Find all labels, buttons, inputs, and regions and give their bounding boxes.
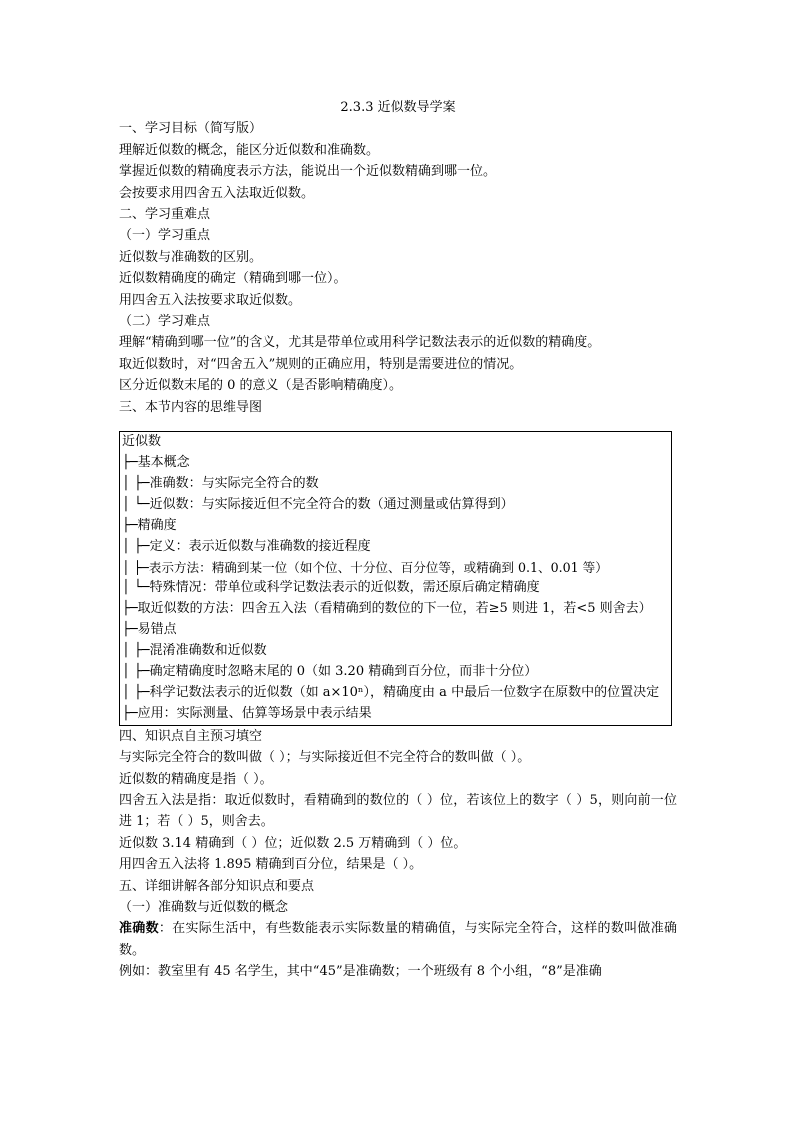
key-point-item: 近似数与准确数的区别。 — [119, 249, 263, 265]
preview-item: 近似数 3.14 精确到（ ）位；近似数 2.5 万精确到（ ）位。 — [119, 835, 467, 851]
document-page — [119, 97, 677, 983]
preview-item: 用四舍五入法将 1.895 精确到百分位，结果是（ ）。 — [119, 857, 423, 873]
section-heading-details: 五、详细讲解各部分知识点和要点 — [119, 878, 315, 894]
mindmap-line: │ ├─确定精确度时忽略末尾的 0（如 3.20 精确到百分位，而非十分位） — [122, 664, 538, 680]
mindmap-box — [119, 431, 672, 726]
difficult-point-item: 理解“精确到哪一位”的含义，尤其是带单位或用科学记数法表示的近似数的精确度。 — [119, 335, 601, 351]
preview-item: 四舍五入法是指：取近似数时，看精确到的数位的（ ）位，若该位上的数字（ ）5，则向前一位进 1；若（ ）5，则舍去。 — [119, 793, 677, 830]
mindmap-line: │ ├─表示方法：精确到某一位（如个位、十分位、百分位等，或精确到 0.1、0.01 等） — [122, 559, 608, 575]
mindmap-line: │ ├─定义：表示近似数与准确数的接近程度 — [122, 538, 371, 554]
difficult-point-item: 区分近似数末尾的 0 的意义（是否影响精确度）。 — [119, 378, 403, 394]
mindmap-line: ├─取近似数的方法：四舍五入法（看精确到的数位的下一位，若≥5 则进 1，若<5 则舍去） — [122, 601, 652, 617]
mindmap-line: │ ├─准确数：与实际完全符合的数 — [122, 475, 319, 491]
mindmap-line: ├─精确度 — [122, 517, 177, 533]
mindmap-line: ├─应用：实际测量、估算等场景中表示结果 — [122, 705, 372, 721]
key-point-item: 用四舍五入法按要求取近似数。 — [119, 292, 302, 308]
section-heading-mindmap: 三、本节内容的思维导图 — [119, 399, 263, 415]
section-heading-objectives: 一、学习目标（简写版） — [119, 121, 263, 137]
subheading-key-points: （一）学习重点 — [119, 228, 211, 244]
mindmap-line: 近似数 — [122, 434, 162, 450]
mindmap-line: ├─易错点 — [122, 622, 177, 638]
definition-paragraph — [119, 918, 677, 961]
mindmap-line: ├─基本概念 — [122, 455, 190, 470]
objective-item: 掌握近似数的精确度表示方法，能说出一个近似数精确到哪一位。 — [119, 164, 497, 180]
mindmap-line: │ └─近似数：与实际接近但不完全符合的数（通过测量或估算得到） — [122, 496, 514, 512]
mindmap-line: │ └─特殊情况：带单位或科学记数法表示的近似数，需还原后确定精确度 — [122, 580, 540, 596]
mindmap-line: │ ├─混淆准确数和近似数 — [122, 643, 267, 659]
objective-item: 会按要求用四舍五入法取近似数。 — [119, 185, 315, 201]
preview-item: 近似数的精确度是指（ ）。 — [119, 771, 273, 787]
preview-item: 与实际完全符合的数叫做（ ）；与实际接近但不完全符合的数叫做（ ）。 — [119, 750, 531, 766]
key-point-item: 近似数精确度的确定（精确到哪一位）。 — [119, 271, 347, 287]
mindmap-line: │ ├─科学记数法表示的近似数（如 a×10ⁿ），精确度由 a 中最后一位数字在原数中的位置决定 — [122, 684, 660, 700]
subheading-concepts: （一）准确数与近似数的概念 — [119, 900, 289, 916]
difficult-point-item: 取近似数时，对“四舍五入”规则的正确应用，特别是需要进位的情况。 — [119, 356, 523, 372]
section-heading-preview: 四、知识点自主预习填空 — [119, 728, 263, 744]
example-paragraph: 例如：教室里有 45 名学生，其中“45”是准确数；一个班级有 8 个小组，“8”是准确 — [119, 964, 602, 980]
definition-text: ：在实际生活中，有些数能表示实际数量的精确值，与实际完全符合，这样的数叫做准确数。 — [119, 921, 677, 958]
subheading-difficult-points: （二）学习难点 — [119, 314, 211, 330]
section-heading-key-points: 二、学习重难点 — [119, 207, 211, 223]
objective-item: 理解近似数的概念，能区分近似数和准确数。 — [119, 142, 380, 158]
definition-term: 准确数 — [119, 921, 159, 937]
document-title: 2.3.3 近似数导学案 — [340, 100, 456, 115]
